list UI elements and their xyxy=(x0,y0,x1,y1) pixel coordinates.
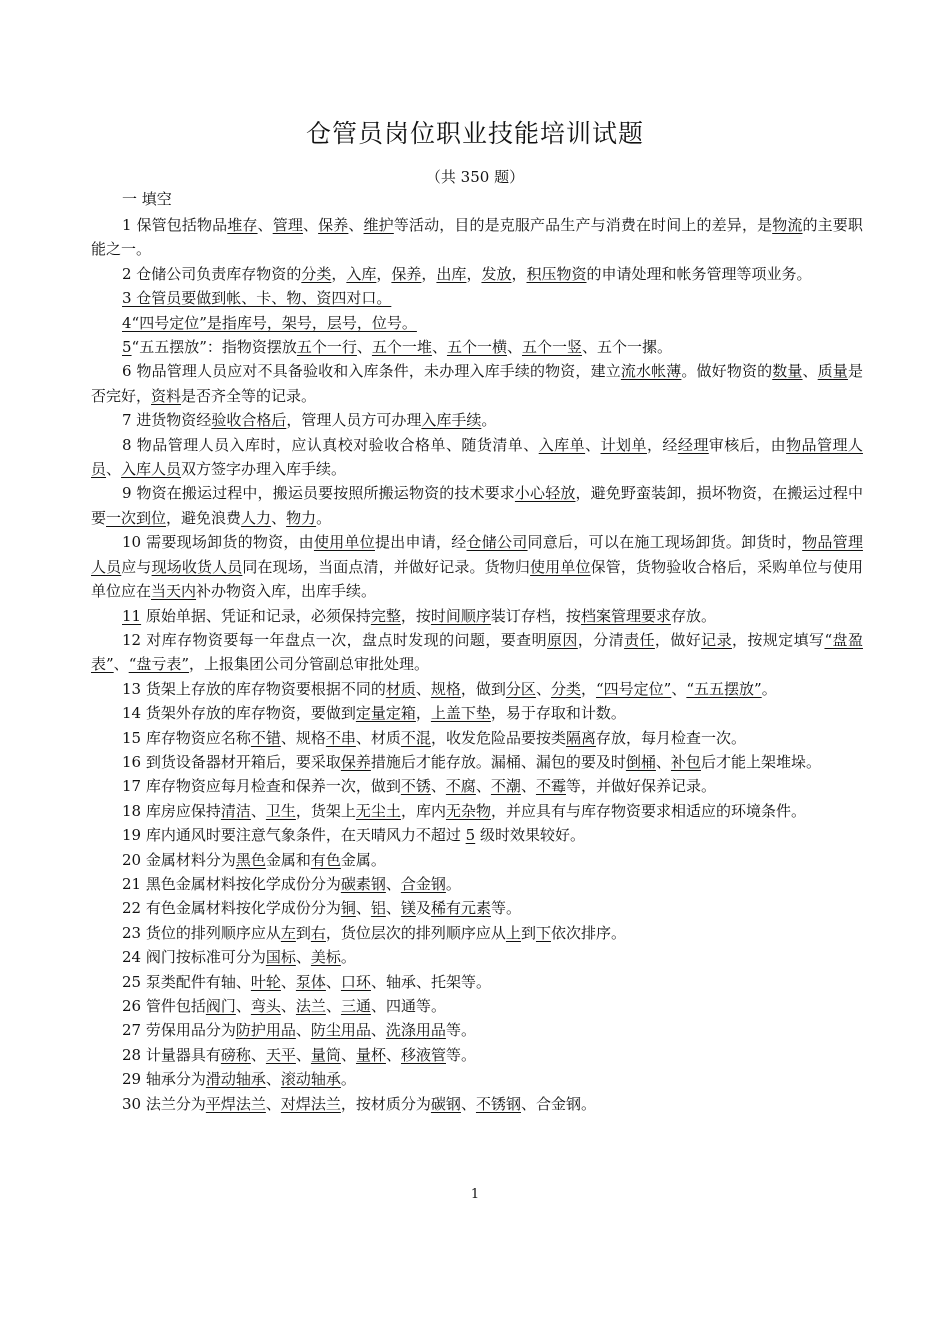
answer-blank: 发放 xyxy=(481,264,512,283)
answer-blank: “盘盈表” xyxy=(91,630,863,674)
answer-blank: 当天内 xyxy=(151,582,197,601)
question-text: ，做好 xyxy=(654,630,702,649)
question-text: 同在现场，当面点清，并做好记录。货物归 xyxy=(242,557,531,576)
question-text: ，分清 xyxy=(577,630,625,649)
question-text: 、 xyxy=(113,655,129,674)
question-item xyxy=(91,677,863,701)
answer-blank: 隔离 xyxy=(565,728,596,747)
question-item xyxy=(91,530,863,603)
answer-blank: 现场收货人员 xyxy=(151,557,243,576)
question-text: 16 到货设备器材开箱后，要采取 xyxy=(122,752,341,771)
answer-blank: 不腐 xyxy=(445,777,476,796)
answer-blank: 分类 xyxy=(550,679,581,698)
answer-blank: 11 xyxy=(122,606,142,625)
question-text: 6 物品管理人员应对不具备验收和入库条件，未办理入库手续的物资，建立 xyxy=(122,362,621,381)
question-text: 后才能上架堆垛。 xyxy=(700,752,821,771)
question-text: 、 xyxy=(265,1094,281,1113)
question-text: 、 xyxy=(385,1045,401,1064)
answer-blank: 5 xyxy=(122,338,132,357)
answer-blank: 洗涤用品 xyxy=(385,1021,446,1040)
question-text: 、 xyxy=(235,997,251,1015)
answer-blank: 入库手续 xyxy=(421,411,482,430)
answer-blank: 保养 xyxy=(318,216,349,234)
answer-blank: 时间顺序 xyxy=(430,606,491,625)
question-text: “五五摆放”：指物资摆放 xyxy=(131,338,297,357)
question-text: ，管理人员方可办理 xyxy=(286,411,422,430)
question-text: 、 xyxy=(271,508,287,527)
question-text: 存放。 xyxy=(670,606,716,625)
question-text: 、 xyxy=(415,679,431,698)
question-text: 10 需要现场卸货的物资，由 xyxy=(122,533,314,552)
question-text: 21 黑色金属材料按化学成份分为 xyxy=(122,874,341,893)
question-text: 24 阀门按标准可分为 xyxy=(122,948,266,967)
question-text: 、 xyxy=(355,899,371,918)
question-text: 、 xyxy=(385,899,401,918)
answer-blank: 清洁 xyxy=(220,801,251,820)
answer-blank: 堆存 xyxy=(227,216,258,234)
question-text: 提出申请，经 xyxy=(374,533,467,552)
question-text: ，货架上 xyxy=(295,801,356,820)
answer-blank: 档案管理要求 xyxy=(580,606,671,625)
question-item xyxy=(91,872,863,896)
question-text: 、 xyxy=(280,997,296,1015)
answer-blank: 平焊法兰 xyxy=(205,1094,266,1113)
answer-blank: 5 xyxy=(465,826,476,845)
answer-blank: 规格 xyxy=(430,679,461,698)
question-text: ，易于存取和计数。 xyxy=(490,704,626,723)
answer-blank: 物力 xyxy=(286,508,317,527)
question-text: ，按规定填写 xyxy=(731,630,825,649)
answer-blank: 经理 xyxy=(677,435,709,454)
answer-blank: 仓储公司 xyxy=(466,533,528,552)
question-text: 、 xyxy=(460,1094,476,1113)
question-text: 是否齐全等的记录。 xyxy=(181,386,317,405)
question-text: 、五个一摞。 xyxy=(582,338,673,357)
question-text: 30 法兰分为 xyxy=(122,1094,206,1113)
answer-blank: 质量 xyxy=(817,362,848,381)
question-item xyxy=(91,1018,863,1042)
answer-blank: “盘亏表” xyxy=(128,655,190,674)
question-item xyxy=(91,994,863,1018)
question-text: ， xyxy=(580,679,596,698)
question-text: 。 xyxy=(445,874,461,893)
answer-blank: 量杯 xyxy=(355,1045,386,1064)
question-text: 、 xyxy=(535,679,551,698)
question-text: 级时效果较好。 xyxy=(475,826,585,845)
question-item xyxy=(91,286,863,310)
question-text: 装订存档，按 xyxy=(490,606,581,625)
question-text: 的主要职能之一。 xyxy=(91,216,863,259)
question-text: 8 物品管理人员入库时，应认真校对验收合格单、随货清单、 xyxy=(122,435,539,454)
question-text: 是否完好， xyxy=(91,362,863,405)
question-text: ，经 xyxy=(646,435,678,454)
answer-blank: 入库单 xyxy=(538,435,586,454)
question-text: 等。 xyxy=(490,899,521,918)
question-text: 、轴承、托架等。 xyxy=(370,972,491,991)
answer-blank: 五个一行 xyxy=(296,338,357,357)
question-item xyxy=(91,799,863,823)
question-text: 、 xyxy=(356,338,372,357)
question-item xyxy=(91,1092,863,1116)
question-text: 1 保管包括物品 xyxy=(122,216,228,234)
question-text: 。做好物资的 xyxy=(681,362,773,381)
question-item xyxy=(91,481,863,530)
answer-blank: 小心轻放 xyxy=(514,484,576,503)
question-text: 、 xyxy=(250,801,266,820)
question-list xyxy=(91,213,863,1116)
question-item xyxy=(91,604,863,628)
answer-blank: 4“四号定位”是指库号，架号，层号，位号。 xyxy=(122,313,417,332)
answer-blank: 出库 xyxy=(436,264,467,283)
question-text: ，并应具有与库存物资要求相适应的环境条件。 xyxy=(490,801,806,820)
answer-blank: 管理 xyxy=(272,216,303,234)
answer-blank: 三通 xyxy=(340,997,371,1015)
answer-blank: 验收合格后 xyxy=(211,411,287,430)
answer-blank: 入库人员 xyxy=(121,460,182,479)
answer-blank: 法兰 xyxy=(295,997,326,1015)
question-text: ， xyxy=(421,264,437,283)
answer-blank: 口环 xyxy=(340,972,371,991)
question-text: 、 xyxy=(370,1021,386,1040)
answer-blank: 不霉 xyxy=(535,777,566,796)
answer-blank: “四号定位” xyxy=(595,679,672,698)
question-item xyxy=(91,750,863,774)
question-text: ， xyxy=(511,264,527,283)
answer-blank: 积压物资 xyxy=(526,264,587,283)
answer-blank: 卫生 xyxy=(265,801,296,820)
question-item xyxy=(91,433,863,482)
question-item xyxy=(91,213,863,262)
question-text: 存放，每月检查一次。 xyxy=(595,728,746,747)
question-text: 、 xyxy=(585,435,601,454)
question-text: 、规格 xyxy=(280,728,326,747)
question-text: 23 货位的排列顺序应从 xyxy=(122,923,281,942)
answer-blank: 有色 xyxy=(310,850,341,869)
question-text: 、 xyxy=(257,216,273,234)
question-text: 26 管件包括 xyxy=(122,997,206,1015)
question-text: 、 xyxy=(280,972,296,991)
question-text: ，避免浪费 xyxy=(166,508,242,527)
question-text: ， xyxy=(415,704,431,723)
question-text: 到 xyxy=(295,923,311,942)
question-text: ，按 xyxy=(400,606,431,625)
section-heading: 一 填空 xyxy=(122,190,172,208)
answer-blank: 不锈 xyxy=(400,777,431,796)
question-item xyxy=(91,311,863,335)
question-text: 、 xyxy=(325,972,341,991)
question-item xyxy=(91,335,863,359)
question-item xyxy=(91,628,863,677)
question-text: ， xyxy=(331,264,347,283)
question-text: ，收发危险品要按类 xyxy=(430,728,566,747)
answer-blank: 3 仓管员要做到帐、卡、物、资四对口。 xyxy=(122,289,392,308)
question-text: 、 xyxy=(385,874,401,893)
answer-blank: 防尘用品 xyxy=(310,1021,371,1040)
answer-blank: 合金钢 xyxy=(400,874,446,893)
question-text: 9 物资在搬运过程中，搬运员要按照所搬运物资的技术要求 xyxy=(122,484,515,503)
answer-blank: 人力 xyxy=(241,508,272,527)
question-text: 、 xyxy=(106,460,122,479)
question-text: 27 劳保用品分为 xyxy=(122,1021,236,1040)
question-text: 、 xyxy=(431,338,447,357)
answer-blank: 不锈钢 xyxy=(475,1094,521,1113)
answer-blank: 定量定箱 xyxy=(355,704,416,723)
question-text: 、 xyxy=(302,216,319,234)
question-text: 、 xyxy=(340,1045,356,1064)
question-text: 双方签字办理入库手续。 xyxy=(181,460,347,479)
answer-blank: 黑色 xyxy=(235,850,266,869)
question-text: 、 xyxy=(250,1045,266,1064)
answer-blank: 国标 xyxy=(265,948,296,967)
answer-blank: 计划单 xyxy=(600,435,647,454)
answer-blank: 数量 xyxy=(772,362,803,381)
answer-blank: 五个一堆 xyxy=(371,338,432,357)
answer-blank: 滑动轴承 xyxy=(205,1070,266,1089)
answer-blank: 流水帐薄 xyxy=(620,362,682,381)
question-text: 、 xyxy=(475,777,491,796)
answer-blank: 不混 xyxy=(400,728,431,747)
question-text: 审核后，由 xyxy=(708,435,787,454)
question-text: 、 xyxy=(802,362,818,381)
answer-blank: 铝 xyxy=(370,899,386,918)
answer-blank: 使用单位 xyxy=(530,557,591,576)
question-text: 依次排序。 xyxy=(550,923,626,942)
answer-blank: 维护 xyxy=(363,216,394,234)
question-text: 保管，货物验收合格后，采购单位与使用单位应在 xyxy=(91,557,863,601)
question-text: 、 xyxy=(506,338,522,357)
question-text: 、 xyxy=(295,948,311,967)
question-text: 等。 xyxy=(446,1045,477,1064)
question-text: 原始单据、凭证和记录，必须保持 xyxy=(141,606,371,625)
answer-blank: 碳钢 xyxy=(430,1094,461,1113)
answer-blank: 五个一横 xyxy=(446,338,507,357)
answer-blank: 不错 xyxy=(250,728,281,747)
question-text: 。 xyxy=(761,679,777,698)
question-text: 14 货架外存放的库存物资，要做到 xyxy=(122,704,356,723)
answer-blank: 物流 xyxy=(772,216,803,234)
answer-blank: 对焊法兰 xyxy=(280,1094,341,1113)
question-item xyxy=(91,896,863,920)
answer-blank: 美标 xyxy=(310,948,341,967)
answer-blank: 物品管理人员 xyxy=(91,533,863,576)
question-text: 的申请处理和帐务管理等项业务。 xyxy=(586,264,812,283)
question-text: 等活动，目的是克服产品生产与消费在时间上的差异，是 xyxy=(393,216,773,234)
question-text: 2 仓储公司负责库存物资的 xyxy=(122,264,302,283)
answer-blank: 铜 xyxy=(340,899,356,918)
answer-blank: 磅称 xyxy=(220,1045,251,1064)
answer-blank: 入库 xyxy=(346,264,377,283)
answer-blank: 下 xyxy=(535,923,551,942)
question-text: 、 xyxy=(348,216,364,234)
question-text: 。 xyxy=(340,948,356,967)
question-text: 、合金钢。 xyxy=(520,1094,596,1113)
question-text: 18 库房应保持 xyxy=(122,801,221,820)
question-text: 、四通等。 xyxy=(370,997,446,1015)
question-text: 及 xyxy=(415,899,431,918)
question-item xyxy=(91,701,863,725)
answer-blank: 分类 xyxy=(301,264,332,283)
question-text: 17 库存物资应每月检查和保养一次，做到 xyxy=(122,777,401,796)
question-text: ， xyxy=(376,264,392,283)
question-text: 、材质 xyxy=(355,728,401,747)
answer-blank: 阀门 xyxy=(205,997,236,1015)
question-text: 、 xyxy=(671,679,687,698)
question-text: 等。 xyxy=(445,1021,476,1040)
answer-blank: 无杂物 xyxy=(445,801,491,820)
question-text: 12 对库存物资要每一年盘点一次，盘点时发现的问题，要查明 xyxy=(122,630,547,649)
question-text: 29 轴承分为 xyxy=(122,1070,206,1089)
question-text: ， xyxy=(466,264,482,283)
question-text: 、 xyxy=(430,777,446,796)
answer-blank: 补包 xyxy=(670,752,701,771)
question-text: 、 xyxy=(520,777,536,796)
question-text: 。 xyxy=(316,508,332,527)
answer-blank: 原因 xyxy=(547,630,578,649)
answer-blank: 移液管 xyxy=(400,1045,446,1064)
answer-blank: 一次到位 xyxy=(106,508,167,527)
answer-blank: 上盖下垫 xyxy=(430,704,491,723)
question-text: ，货位层次的排列顺序应从 xyxy=(325,923,506,942)
question-text: ，库内 xyxy=(400,801,446,820)
question-item xyxy=(91,1067,863,1091)
answer-blank: 保养 xyxy=(340,752,371,771)
answer-blank: 泵体 xyxy=(295,972,326,991)
question-text: ，上报集团公司分管副总审批处理。 xyxy=(189,655,430,674)
document-subtitle: （共 350 题） xyxy=(425,168,525,186)
question-text: 。 xyxy=(481,411,497,430)
question-text: 20 金属材料分为 xyxy=(122,850,236,869)
question-text: 应与 xyxy=(121,557,152,576)
answer-blank: 不串 xyxy=(325,728,356,747)
question-text: 到 xyxy=(520,923,536,942)
answer-blank: 倒桶 xyxy=(625,752,656,771)
question-item xyxy=(91,970,863,994)
answer-blank: 右 xyxy=(310,923,326,942)
question-item xyxy=(91,774,863,798)
answer-blank: 完整 xyxy=(370,606,401,625)
answer-blank: “五五摆放” xyxy=(686,679,762,698)
question-item xyxy=(91,262,863,286)
question-text: 、 xyxy=(325,997,341,1015)
answer-blank: 五个一竖 xyxy=(521,338,582,357)
question-item xyxy=(91,408,863,432)
answer-blank: 左 xyxy=(280,923,296,942)
answer-blank: 叶轮 xyxy=(250,972,281,991)
question-text: ，做到 xyxy=(460,679,506,698)
question-text: 15 库存物资应名称 xyxy=(122,728,251,747)
question-text: 19 库内通风时要注意气象条件，在天晴风力不超过 xyxy=(122,826,466,845)
answer-blank: 稀有元素 xyxy=(430,899,491,918)
answer-blank: 分区 xyxy=(505,679,536,698)
answer-blank: 防护用品 xyxy=(235,1021,296,1040)
answer-blank: 记录 xyxy=(701,630,732,649)
answer-blank: 上 xyxy=(505,923,521,942)
answer-blank: 材质 xyxy=(385,679,416,698)
question-item xyxy=(91,726,863,750)
question-text: 金属和 xyxy=(265,850,311,869)
answer-blank: 使用单位 xyxy=(313,533,375,552)
question-item xyxy=(91,359,863,408)
document-title: 仓管员岗位职业技能培训试题 xyxy=(305,119,644,148)
answer-blank: 弯头 xyxy=(250,997,281,1015)
question-text: 、 xyxy=(265,1070,281,1089)
answer-blank: 不潮 xyxy=(490,777,521,796)
answer-blank: 资料 xyxy=(151,386,182,405)
question-text: ，按材质分为 xyxy=(340,1094,431,1113)
answer-blank: 责任 xyxy=(624,630,655,649)
answer-blank: 天平 xyxy=(265,1045,296,1064)
question-text: 、 xyxy=(655,752,671,771)
question-text: 13 货架上存放的库存物资要根据不同的 xyxy=(122,679,386,698)
answer-blank: 物品管理人员 xyxy=(91,435,863,479)
answer-blank: 保养 xyxy=(391,264,422,283)
question-item xyxy=(91,921,863,945)
page-number: 1 xyxy=(470,1187,480,1202)
question-text: 补办物资入库，出库手续。 xyxy=(196,582,377,601)
question-text: 25 泵类配件有轴、 xyxy=(122,972,251,991)
answer-blank: 滚动轴承 xyxy=(280,1070,341,1089)
question-text: 等，并做好保养记录。 xyxy=(565,777,716,796)
question-text: 。 xyxy=(340,1070,356,1089)
question-text: 、 xyxy=(295,1045,311,1064)
question-text: 7 进货物资经 xyxy=(122,411,212,430)
question-text: 同意后，可以在施工现场卸货。卸货时， xyxy=(527,533,803,552)
question-text: 金属。 xyxy=(340,850,386,869)
answer-blank: 碳素钢 xyxy=(340,874,386,893)
question-text: 28 计量器具有 xyxy=(122,1045,221,1064)
answer-blank: 量筒 xyxy=(310,1045,341,1064)
question-item xyxy=(91,945,863,969)
question-text: 22 有色金属材料按化学成份分为 xyxy=(122,899,341,918)
question-text: 、 xyxy=(295,1021,311,1040)
question-item xyxy=(91,848,863,872)
answer-blank: 无尘土 xyxy=(355,801,401,820)
question-text: ，避免野蛮装卸，损坏物资，在搬运过程中要 xyxy=(91,484,863,527)
question-text: 措施后才能存放。漏桶、漏包的要及时 xyxy=(370,752,626,771)
answer-blank: 镁 xyxy=(400,899,416,918)
question-item xyxy=(91,1043,863,1067)
question-item xyxy=(91,823,863,847)
